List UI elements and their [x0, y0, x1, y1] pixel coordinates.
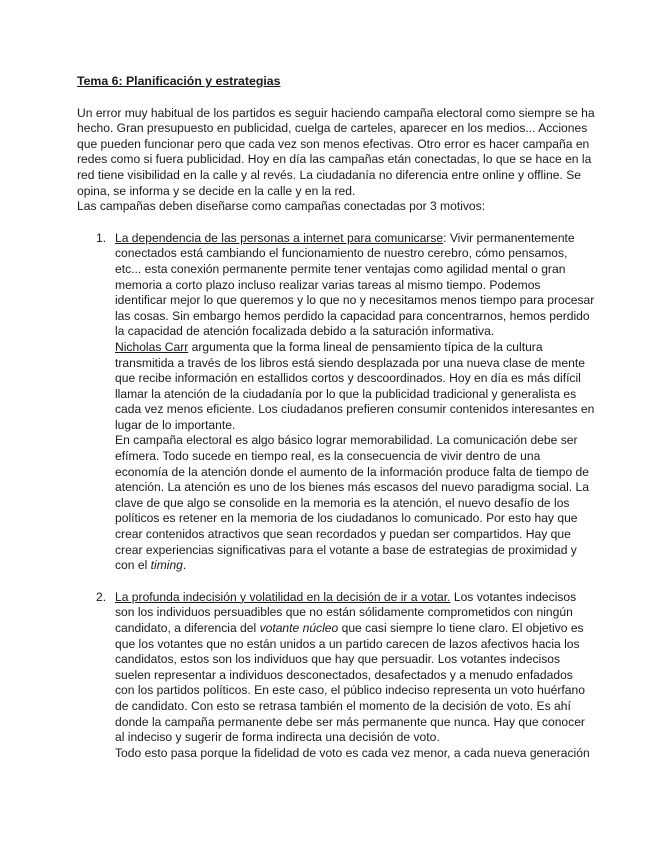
- item-text: En campaña electoral es algo básico lograr memorabilidad. La comunicación debe ser efímera. Todo sucede en tiempo real, es la consecuencia de vivir dentro de una economía de la atención donde el aumento de la información produce falta de tiempo de atención. La atención es uno de los bienes más escasos del nuevo paradigma social. La clave de que algo se consolide en la memoria es la atención, el nuevo desafío de los políticos es retener en la memoria de los ciudadanos lo comunicado. Por esto hay que crear contenidos atractivos que sean recordados y puedan ser compartidos. Hay que crear experiencias significativas para el votante a base de estrategias de proximidad y con el: [115, 433, 589, 573]
- item-text: Vivir permanentemente conectados está cambiando el funcionamiento de nuestro cerebro, cómo pensamos, etc... esta conexión permanente permite tener ventajas como agilidad mental o gran memoria a corto plazo incluso realizar varias tareas al mismo tiempo. Podemos identificar mejor lo que queremos y lo que no y necesitamos menos tiempo para procesar las cosas. Sin embargo hemos perdido la capacidad para concentrarnos, hemos perdido la capacidad de atención focalizada debido a la saturación informativa.: [115, 230, 595, 339]
- item-paragraph: [115, 433, 595, 573]
- item-text: que casi siempre lo tiene claro. El objetivo es que los votantes que no están unidos a un partido carecen de lazos afectivos hacia los candidatos, estos son los individuos que hay que persuadir. Los votantes indecisos suelen representar a individuos desconectados, desafectados y a menudo enfadados con los partidos políticos. En este caso, el público indeciso representa un voto huérfano de candidato. Con esto se retrasa también el momento de la decisión de voto. Es ahí donde la campaña permanente debe ser más permanente que nunca. Hay que conocer al indeciso y sugerir de forma indirecta una decisión de voto.: [115, 621, 585, 745]
- item-heading-suffix: :: [443, 230, 447, 245]
- intro-section: [77, 106, 595, 215]
- item-paragraph: [115, 590, 595, 746]
- list-item: [77, 590, 595, 762]
- item-paragraph: [115, 746, 595, 762]
- item-emphasis: votante núcleo: [259, 621, 339, 635]
- item-paragraph: [115, 340, 595, 434]
- item-emphasis: timing: [150, 558, 183, 573]
- item-text: Los votantes indecisos son los individuos persuadibles que no están sólidamente comprometidos con ningún candidato, a diferencia del: [115, 589, 577, 635]
- reasons-list: [77, 231, 595, 762]
- document-title: Tema 6: Planificación y estrategias: [77, 74, 281, 88]
- list-item: [77, 231, 595, 574]
- list-item-number: 1.: [96, 230, 107, 245]
- author-name: Nicholas Carr: [115, 339, 189, 354]
- intro-paragraph: Un error muy habitual de los partidos es seguir haciendo campaña electoral como siempre se ha hecho. Gran presupuesto en publicidad, cuelga de carteles, aparecer en los medios... Acciones que pueden funcionar pero que cada vez son menos efectivas. Otro error es hacer campaña en redes como si fuera publicidad. Hoy en día las campañas etán conectadas, lo que se hace en la red tiene visibilidad en la calle y al revés. La ciudadanía no diferencia entre online y offline. Se opina, se informa y se decide en la calle y en la red.: [77, 105, 595, 198]
- item-paragraph: [115, 231, 595, 340]
- item-heading: La profunda indecisión y volatilidad en la decisión de ir a votar.: [115, 589, 451, 604]
- item-heading: La dependencia de las personas a internet para comunicarse: [115, 230, 444, 245]
- list-item-number: 2.: [96, 589, 107, 604]
- item-text: Todo esto pasa porque la fidelidad de voto es cada vez menor, a cada nueva generación: [115, 745, 590, 760]
- item-text-end: .: [182, 558, 187, 573]
- item-text: argumenta que la forma lineal de pensamiento típica de la cultura transmitida a través de los libros está siendo desplazada por una nueva clase de mente que recibe información en estallidos cortos y descoordinados. Hoy en día es más difícil llamar la atención de la ciudadanía por lo que la publicidad tradicional y generalista es cada vez menos eficiente. Los ciudadanos prefieren consumir contenidos interesantes en lugar de lo importante.: [115, 339, 595, 432]
- intro-lead-paragraph: Las campañas deben diseñarse como campañas conectadas por 3 motivos:: [77, 199, 486, 214]
